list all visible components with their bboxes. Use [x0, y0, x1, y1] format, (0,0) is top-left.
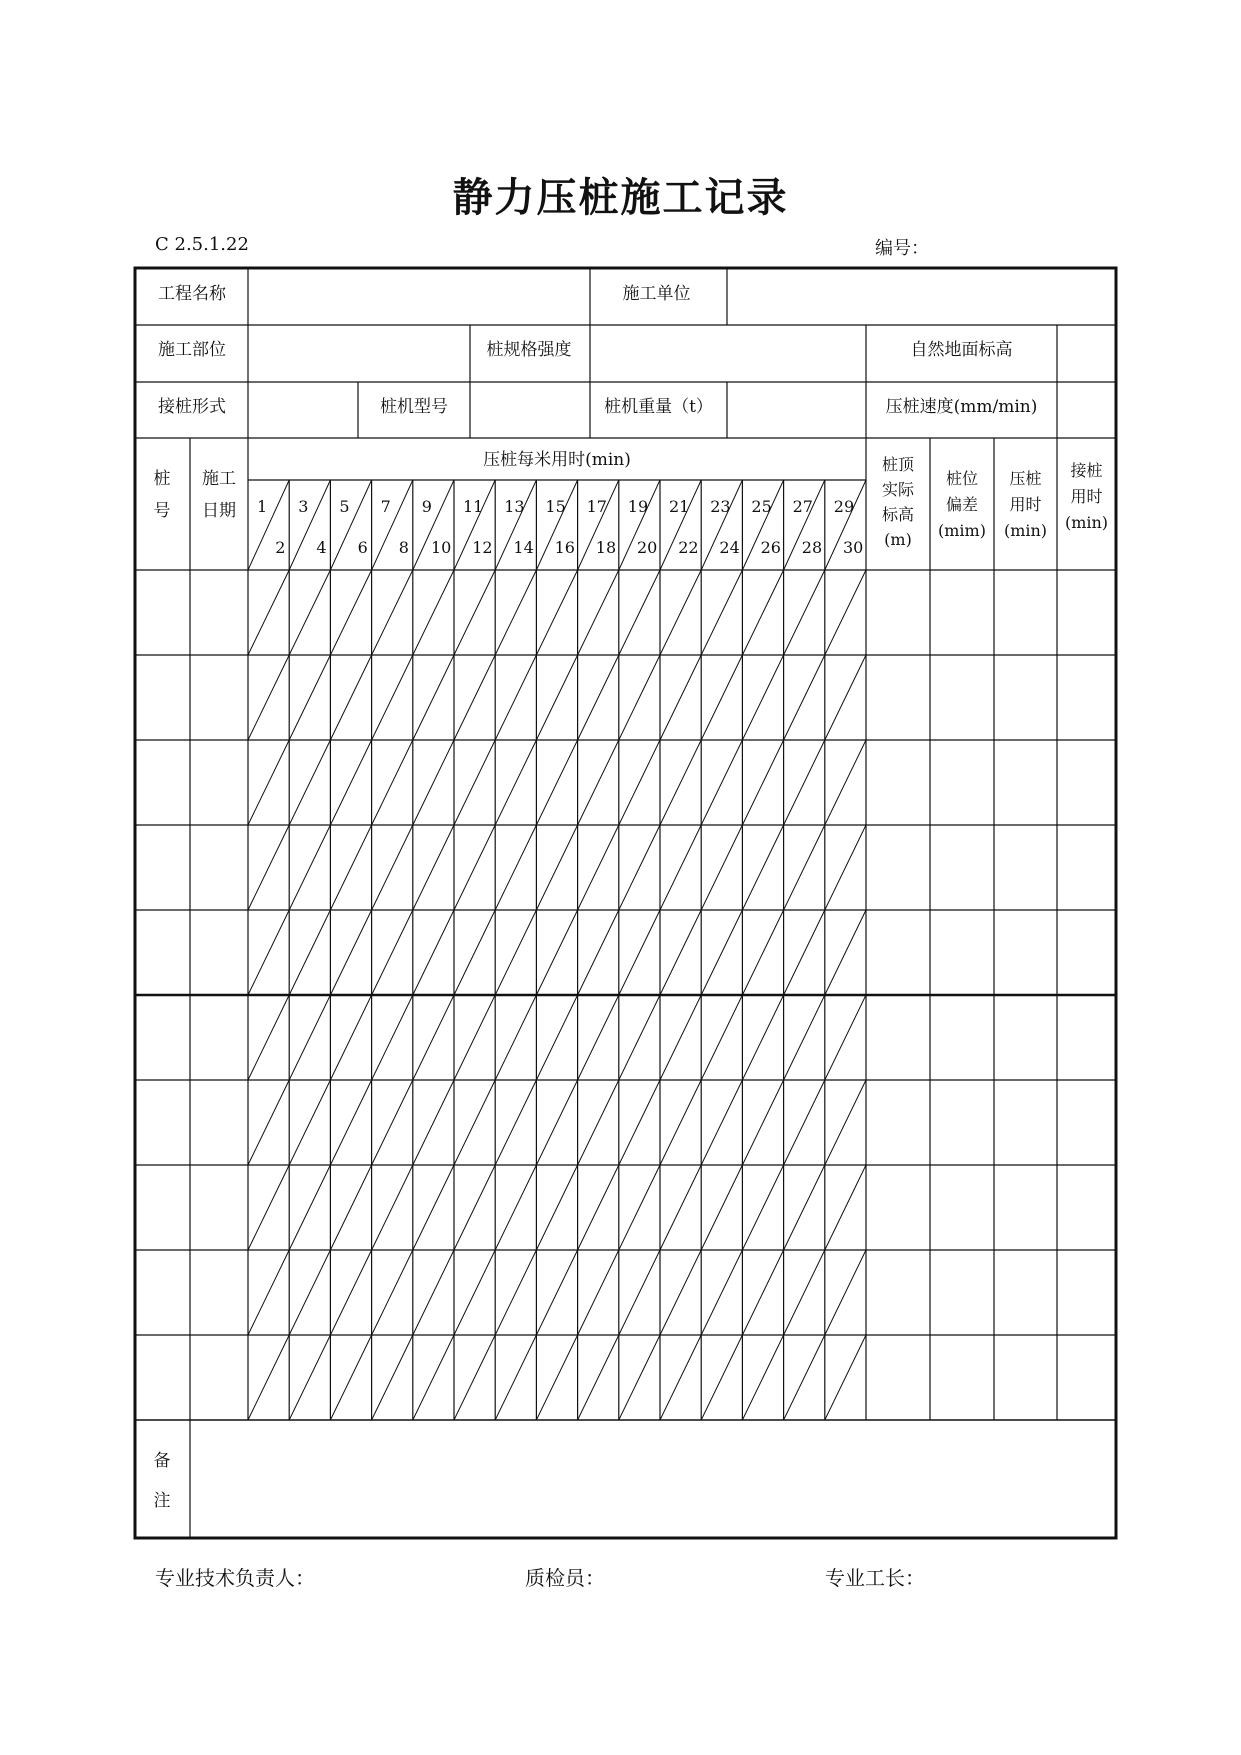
cell-diagonal — [330, 740, 371, 825]
cell-diagonal — [248, 655, 289, 740]
cell-diagonal — [372, 995, 413, 1080]
cell-diagonal — [742, 910, 783, 995]
cell-diagonal — [660, 1335, 701, 1420]
meter-even-label: 18 — [595, 538, 617, 557]
cell-diagonal — [289, 910, 330, 995]
cell-diagonal — [784, 655, 825, 740]
cell-diagonal — [289, 740, 330, 825]
tech-lead-signature-label: 专业技术负责人： — [155, 1566, 315, 1590]
cell-diagonal — [413, 570, 454, 655]
meter-odd-label: 5 — [339, 497, 350, 516]
cell-diagonal — [784, 1080, 825, 1165]
meter-even-label: 28 — [801, 538, 823, 557]
cell-diagonal — [372, 740, 413, 825]
cell-diagonal — [660, 995, 701, 1080]
meter-even-label: 20 — [637, 538, 658, 557]
cell-diagonal — [289, 825, 330, 910]
cell-diagonal — [578, 825, 619, 910]
meter-odd-label: 3 — [298, 497, 309, 516]
meter-odd-label: 15 — [545, 497, 566, 516]
meter-even-label: 26 — [760, 538, 781, 557]
cell-diagonal — [825, 655, 866, 740]
cell-diagonal — [578, 655, 619, 740]
cell-diagonal — [330, 910, 371, 995]
meter-odd-label: 27 — [792, 497, 813, 516]
meter-odd-label: 11 — [463, 497, 484, 516]
meter-odd-label: 13 — [504, 497, 525, 516]
cell-diagonal — [413, 1335, 454, 1420]
cell-diagonal — [372, 1165, 413, 1250]
cell-diagonal — [660, 910, 701, 995]
meter-even-label: 10 — [431, 538, 452, 557]
cell-diagonal — [660, 825, 701, 910]
meter-odd-label: 21 — [669, 497, 690, 516]
construction-unit-label: 施工单位 — [622, 284, 691, 304]
cell-diagonal — [413, 910, 454, 995]
cell-diagonal — [289, 1250, 330, 1335]
cell-diagonal — [413, 995, 454, 1080]
cell-diagonal — [825, 1165, 866, 1250]
cell-diagonal — [825, 570, 866, 655]
cell-diagonal — [289, 995, 330, 1080]
cell-diagonal — [495, 825, 536, 910]
page-title: 静力压桩施工记录 — [452, 174, 789, 221]
cell-diagonal — [660, 1250, 701, 1335]
pressing-time-header: 压桩 用时 (min) — [1003, 469, 1048, 540]
cell-diagonal — [784, 570, 825, 655]
cell-diagonal — [701, 1250, 742, 1335]
position-deviation-header: 桩位 偏差 (mim) — [938, 469, 986, 540]
cell-diagonal — [372, 825, 413, 910]
cell-diagonal — [454, 995, 495, 1080]
cell-diagonal — [330, 995, 371, 1080]
cell-diagonal — [330, 1165, 371, 1250]
cell-diagonal — [248, 1335, 289, 1420]
cell-diagonal — [495, 995, 536, 1080]
ground-elevation-label: 自然地面标高 — [910, 340, 1013, 360]
serial-number-label: 编号： — [875, 238, 929, 259]
cell-diagonal — [660, 570, 701, 655]
cell-diagonal — [825, 1080, 866, 1165]
cell-diagonal — [372, 1250, 413, 1335]
cell-diagonal — [413, 1080, 454, 1165]
cell-diagonal — [289, 1080, 330, 1165]
cell-diagonal — [784, 1335, 825, 1420]
cell-diagonal — [454, 1250, 495, 1335]
cell-diagonal — [536, 740, 577, 825]
cell-diagonal — [495, 1165, 536, 1250]
meter-even-label: 24 — [719, 538, 740, 557]
cell-diagonal — [742, 995, 783, 1080]
cell-diagonal — [248, 740, 289, 825]
meter-even-label: 6 — [357, 538, 368, 557]
cell-diagonal — [784, 1165, 825, 1250]
cell-diagonal — [578, 1165, 619, 1250]
cell-diagonal — [289, 655, 330, 740]
cell-diagonal — [701, 1165, 742, 1250]
cell-diagonal — [660, 1165, 701, 1250]
cell-diagonal — [784, 1250, 825, 1335]
per-meter-time-header: 压桩每米用时(min) — [483, 450, 631, 470]
date-header: 施工 日期 — [202, 469, 236, 521]
cell-diagonal — [825, 910, 866, 995]
cell-diagonal — [495, 910, 536, 995]
cell-diagonal — [784, 910, 825, 995]
meter-even-label: 22 — [678, 538, 699, 557]
cell-diagonal — [536, 910, 577, 995]
cell-diagonal — [372, 570, 413, 655]
cell-diagonal — [248, 1250, 289, 1335]
cell-diagonal — [701, 655, 742, 740]
pile-spec-strength-label: 桩规格强度 — [486, 340, 572, 360]
cell-diagonal — [701, 570, 742, 655]
meter-even-label: 14 — [513, 538, 534, 557]
cell-diagonal — [372, 655, 413, 740]
cell-diagonal — [248, 910, 289, 995]
cell-diagonal — [248, 995, 289, 1080]
cell-diagonal — [578, 995, 619, 1080]
cell-diagonal — [578, 1080, 619, 1165]
cell-diagonal — [536, 825, 577, 910]
cell-diagonal — [701, 910, 742, 995]
cell-diagonal — [742, 1165, 783, 1250]
cell-diagonal — [825, 740, 866, 825]
cell-diagonal — [248, 1165, 289, 1250]
cell-diagonal — [536, 655, 577, 740]
cell-diagonal — [619, 740, 660, 825]
cell-diagonal — [454, 570, 495, 655]
cell-diagonal — [372, 910, 413, 995]
cell-diagonal — [248, 825, 289, 910]
cell-diagonal — [289, 1165, 330, 1250]
cell-diagonal — [289, 570, 330, 655]
cell-diagonal — [536, 1250, 577, 1335]
cell-diagonal — [578, 740, 619, 825]
meter-odd-label: 1 — [257, 497, 268, 516]
cell-diagonal — [495, 1335, 536, 1420]
cell-diagonal — [495, 740, 536, 825]
meter-odd-label: 25 — [751, 497, 772, 516]
cell-diagonal — [413, 825, 454, 910]
cell-diagonal — [330, 1335, 371, 1420]
cell-diagonal — [660, 655, 701, 740]
meter-odd-label: 7 — [380, 497, 391, 516]
cell-diagonal — [619, 995, 660, 1080]
cell-diagonal — [454, 740, 495, 825]
meter-even-label: 30 — [843, 538, 864, 557]
cell-diagonal — [825, 1250, 866, 1335]
remarks-label: 备 注 — [153, 1451, 171, 1511]
cell-diagonal — [701, 825, 742, 910]
cell-diagonal — [701, 1080, 742, 1165]
cell-diagonal — [495, 1250, 536, 1335]
form-code: C 2.5.1.22 — [155, 234, 249, 255]
inspector-signature-label: 质检员： — [525, 1566, 605, 1590]
cell-diagonal — [701, 740, 742, 825]
cell-diagonal — [742, 740, 783, 825]
cell-diagonal — [454, 1080, 495, 1165]
cell-diagonal — [454, 1165, 495, 1250]
cell-diagonal — [742, 655, 783, 740]
meter-odd-label: 19 — [627, 497, 649, 516]
cell-diagonal — [495, 655, 536, 740]
cell-diagonal — [536, 570, 577, 655]
cell-diagonal — [578, 570, 619, 655]
meter-even-label: 2 — [275, 538, 286, 557]
foreman-signature-label: 专业工长： — [825, 1566, 925, 1590]
cell-diagonal — [701, 995, 742, 1080]
cell-diagonal — [784, 825, 825, 910]
cell-diagonal — [619, 570, 660, 655]
cell-diagonal — [784, 995, 825, 1080]
cell-diagonal — [619, 1335, 660, 1420]
cell-diagonal — [825, 995, 866, 1080]
cell-diagonal — [619, 910, 660, 995]
pressing-speed-label: 压桩速度(mm/min) — [885, 397, 1038, 417]
meter-odd-label: 9 — [421, 497, 432, 516]
cell-diagonal — [578, 1335, 619, 1420]
cell-diagonal — [742, 570, 783, 655]
meter-odd-label: 17 — [586, 497, 607, 516]
cell-diagonal — [454, 655, 495, 740]
cell-diagonal — [742, 825, 783, 910]
cell-diagonal — [619, 1250, 660, 1335]
cell-diagonal — [413, 740, 454, 825]
cell-diagonal — [413, 1165, 454, 1250]
cell-diagonal — [372, 1335, 413, 1420]
cell-diagonal — [454, 825, 495, 910]
cell-diagonal — [536, 1080, 577, 1165]
cell-diagonal — [742, 1080, 783, 1165]
machine-model-label: 桩机型号 — [380, 397, 448, 417]
cell-diagonal — [330, 825, 371, 910]
cell-diagonal — [619, 1080, 660, 1165]
cell-diagonal — [330, 1250, 371, 1335]
cell-diagonal — [248, 1080, 289, 1165]
cell-diagonal — [742, 1250, 783, 1335]
meter-even-label: 12 — [472, 538, 493, 557]
joint-type-label: 接桩形式 — [158, 397, 226, 417]
cell-diagonal — [289, 1335, 330, 1420]
top-elevation-header: 桩顶 实际 标高 (m) — [881, 455, 914, 549]
cell-diagonal — [578, 910, 619, 995]
cell-diagonal — [825, 825, 866, 910]
cell-diagonal — [578, 1250, 619, 1335]
cell-diagonal — [495, 1080, 536, 1165]
cell-diagonal — [701, 1335, 742, 1420]
cell-diagonal — [619, 1165, 660, 1250]
machine-weight-label: 桩机重量（t） — [604, 397, 713, 417]
cell-diagonal — [495, 570, 536, 655]
cell-diagonal — [536, 995, 577, 1080]
cell-diagonal — [536, 1165, 577, 1250]
cell-diagonal — [784, 740, 825, 825]
cell-diagonal — [536, 1335, 577, 1420]
cell-diagonal — [248, 570, 289, 655]
project-name-field[interactable] — [248, 270, 590, 318]
cell-diagonal — [619, 655, 660, 740]
cell-diagonal — [330, 655, 371, 740]
cell-diagonal — [619, 825, 660, 910]
meter-odd-label: 23 — [710, 497, 731, 516]
joint-time-header: 接桩 用时 (min) — [1064, 461, 1109, 532]
meter-even-label: 4 — [316, 538, 327, 557]
pile-no-header: 桩 号 — [153, 469, 171, 521]
cell-diagonal — [330, 1080, 371, 1165]
construction-part-label: 施工部位 — [158, 340, 226, 360]
cell-diagonal — [413, 1250, 454, 1335]
cell-diagonal — [454, 910, 495, 995]
project-name-label: 工程名称 — [158, 284, 226, 304]
cell-diagonal — [660, 740, 701, 825]
meter-even-label: 16 — [554, 538, 575, 557]
cell-diagonal — [372, 1080, 413, 1165]
cell-diagonal — [413, 655, 454, 740]
cell-diagonal — [454, 1335, 495, 1420]
construction-unit-field[interactable] — [726, 270, 1116, 318]
cell-diagonal — [330, 570, 371, 655]
cell-diagonal — [825, 1335, 866, 1420]
meter-odd-label: 29 — [833, 497, 855, 516]
cell-diagonal — [742, 1335, 783, 1420]
cell-diagonal — [660, 1080, 701, 1165]
remarks-field[interactable] — [190, 1420, 1116, 1537]
meter-even-label: 8 — [398, 538, 409, 557]
